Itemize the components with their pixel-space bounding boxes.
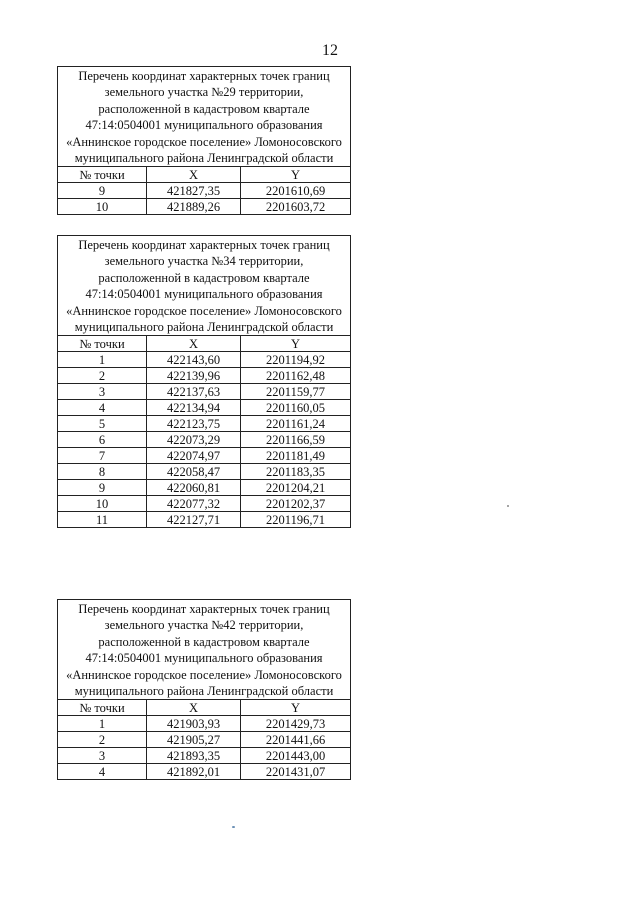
table-row — [58, 384, 351, 400]
x-coordinate-cell: 422074,97 — [147, 448, 241, 464]
point-number-cell: 1 — [58, 716, 147, 732]
point-number-cell: 7 — [58, 448, 147, 464]
point-number-cell: 9 — [58, 480, 147, 496]
y-coordinate-cell: 2201603,72 — [241, 199, 351, 215]
column-header-point-number: № точки — [58, 167, 147, 183]
x-coordinate-cell: 422123,75 — [147, 416, 241, 432]
x-coordinate-cell: 422077,32 — [147, 496, 241, 512]
column-header-point-number: № точки — [58, 700, 147, 716]
y-coordinate-cell: 2201196,71 — [241, 512, 351, 528]
point-number-cell: 4 — [58, 764, 147, 780]
y-coordinate-cell: 2201441,66 — [241, 732, 351, 748]
y-coordinate-cell: 2201160,05 — [241, 400, 351, 416]
y-coordinate-cell: 2201202,37 — [241, 496, 351, 512]
point-number-cell: 4 — [58, 400, 147, 416]
point-number-cell: 2 — [58, 732, 147, 748]
y-coordinate-cell: 2201610,69 — [241, 183, 351, 199]
x-coordinate-cell: 422143,60 — [147, 352, 241, 368]
table-row — [58, 400, 351, 416]
y-coordinate-cell: 2201194,92 — [241, 352, 351, 368]
y-coordinate-cell: 2201181,49 — [241, 448, 351, 464]
table-row — [58, 512, 351, 528]
table-row — [58, 716, 351, 732]
y-coordinate-cell: 2201204,21 — [241, 480, 351, 496]
column-header-x: X — [147, 700, 241, 716]
x-coordinate-cell: 421893,35 — [147, 748, 241, 764]
table-row — [58, 732, 351, 748]
column-header-point-number: № точки — [58, 336, 147, 352]
column-header-y: Y — [241, 167, 351, 183]
coordinates-table-plot-29 — [57, 66, 351, 215]
page-number: 12 — [322, 42, 338, 59]
scan-speck — [232, 826, 235, 828]
point-number-cell: 11 — [58, 512, 147, 528]
x-coordinate-cell: 421903,93 — [147, 716, 241, 732]
x-coordinate-cell: 421889,26 — [147, 199, 241, 215]
point-number-cell: 9 — [58, 183, 147, 199]
column-header-y: Y — [241, 700, 351, 716]
point-number-cell: 8 — [58, 464, 147, 480]
y-coordinate-cell: 2201183,35 — [241, 464, 351, 480]
x-coordinate-cell: 422139,96 — [147, 368, 241, 384]
table-row — [58, 448, 351, 464]
table-row — [58, 748, 351, 764]
point-number-cell: 2 — [58, 368, 147, 384]
y-coordinate-cell: 2201429,73 — [241, 716, 351, 732]
coordinates-table-plot-34 — [57, 235, 351, 528]
point-number-cell: 10 — [58, 496, 147, 512]
point-number-cell: 10 — [58, 199, 147, 215]
x-coordinate-cell: 422073,29 — [147, 432, 241, 448]
point-number-cell: 1 — [58, 352, 147, 368]
x-coordinate-cell: 421892,01 — [147, 764, 241, 780]
table-row — [58, 432, 351, 448]
table-row — [58, 464, 351, 480]
point-number-cell: 6 — [58, 432, 147, 448]
y-coordinate-cell: 2201161,24 — [241, 416, 351, 432]
table-row — [58, 368, 351, 384]
table-row — [58, 352, 351, 368]
y-coordinate-cell: 2201162,48 — [241, 368, 351, 384]
x-coordinate-cell: 422060,81 — [147, 480, 241, 496]
x-coordinate-cell: 421827,35 — [147, 183, 241, 199]
scan-speck — [507, 505, 509, 507]
table-caption: Перечень координат характерных точек границ земельного участка №34 территории, расположенной в кадастровом квартале 47:14:0504001 муниципального образования «Аннинское городское поселение» Ломоносовского муниципального района Ленинградской области — [58, 236, 351, 336]
x-coordinate-cell: 422137,63 — [147, 384, 241, 400]
table-row — [58, 199, 351, 215]
point-number-cell: 3 — [58, 748, 147, 764]
x-coordinate-cell: 421905,27 — [147, 732, 241, 748]
table-row — [58, 183, 351, 199]
point-number-cell: 3 — [58, 384, 147, 400]
table-row — [58, 764, 351, 780]
point-number-cell: 5 — [58, 416, 147, 432]
y-coordinate-cell: 2201166,59 — [241, 432, 351, 448]
x-coordinate-cell: 422127,71 — [147, 512, 241, 528]
y-coordinate-cell: 2201159,77 — [241, 384, 351, 400]
y-coordinate-cell: 2201431,07 — [241, 764, 351, 780]
table-caption: Перечень координат характерных точек границ земельного участка №29 территории, расположенной в кадастровом квартале 47:14:0504001 муниципального образования «Аннинское городское поселение» Ломоносовского муниципального района Ленинградской области — [58, 67, 351, 167]
y-coordinate-cell: 2201443,00 — [241, 748, 351, 764]
table-row — [58, 496, 351, 512]
x-coordinate-cell: 422134,94 — [147, 400, 241, 416]
column-header-y: Y — [241, 336, 351, 352]
table-row — [58, 416, 351, 432]
table-row — [58, 480, 351, 496]
column-header-x: X — [147, 167, 241, 183]
x-coordinate-cell: 422058,47 — [147, 464, 241, 480]
coordinates-table-plot-42 — [57, 599, 351, 780]
column-header-x: X — [147, 336, 241, 352]
table-caption: Перечень координат характерных точек границ земельного участка №42 территории, расположенной в кадастровом квартале 47:14:0504001 муниципального образования «Аннинское городское поселение» Ломоносовского муниципального района Ленинградской области — [58, 600, 351, 700]
